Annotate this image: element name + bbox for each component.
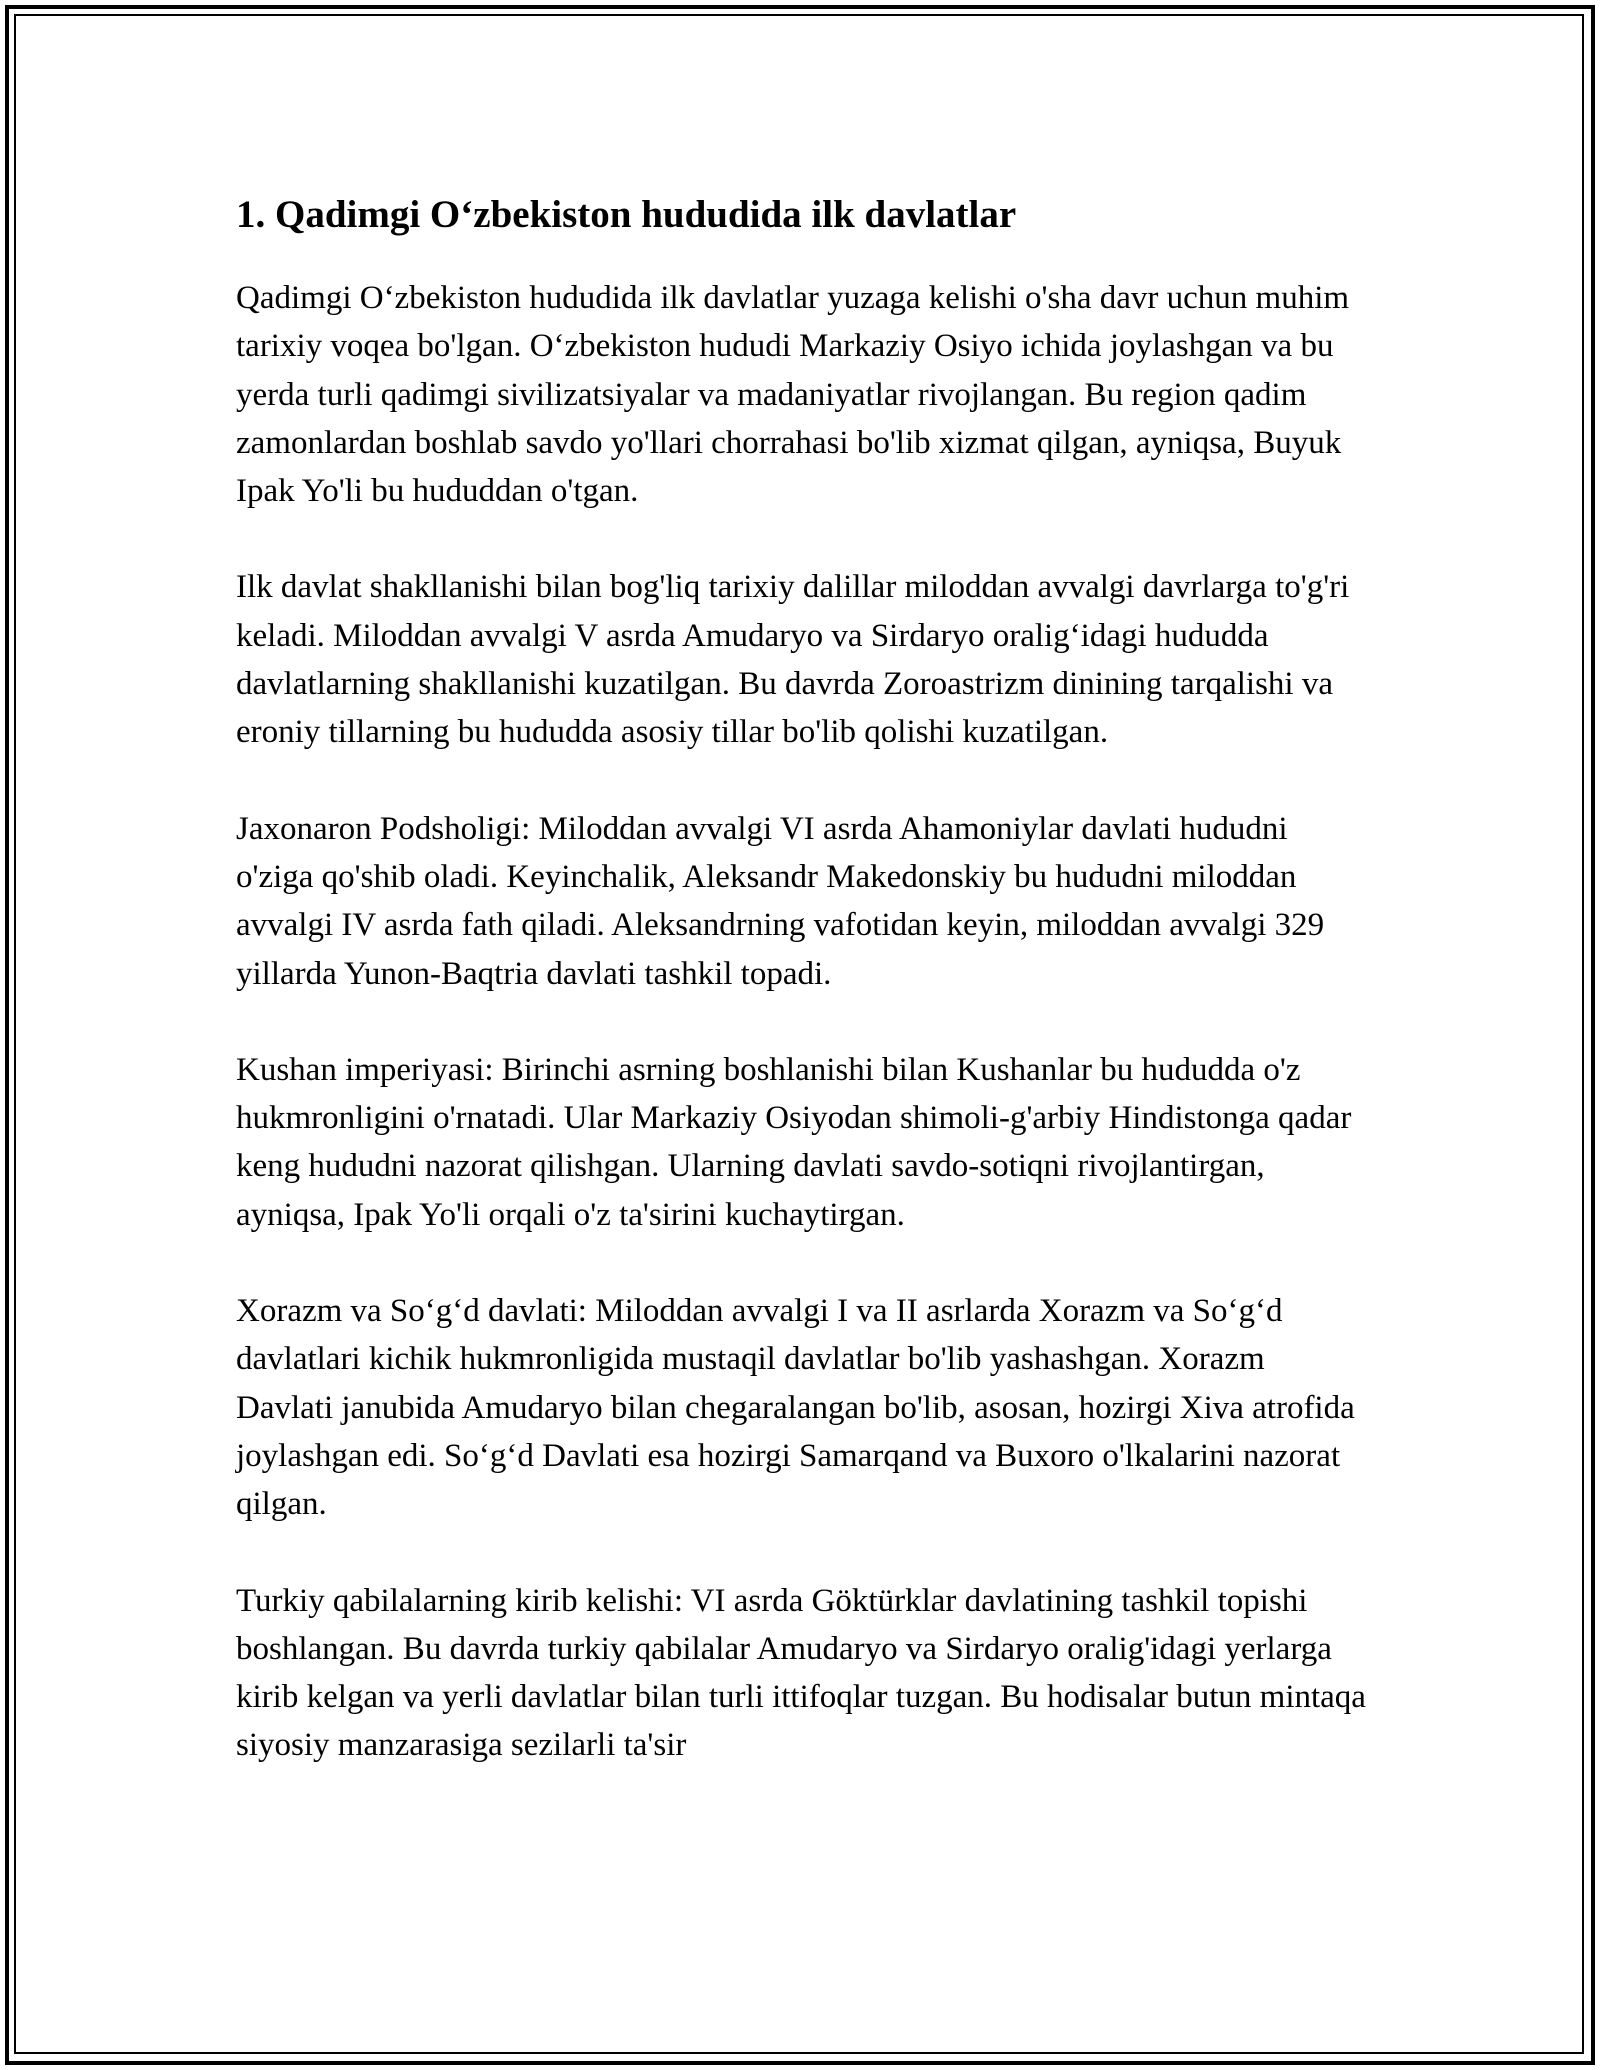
paragraph-achaemenid: Jaxonaron Podsholigi: Miloddan avvalgi VI asrda Ahamoniylar davlati hududni o'ziga qo'shib oladi. Keyinchalik, Aleksandr Makedonskiy bu hududni miloddan avvalgi IV asrda fath qiladi. Aleksandrning vafotidan keyin, miloddan avvalgi 329 yillarda Yunon-Baqtria davlati tashkil topadi.	[236, 810, 1325, 992]
paragraph-kushan: Kushan imperiyasi: Birinchi asrning boshlanishi bilan Kushanlar bu hududda o'z hukmronligini o'rnatadi. Ular Markaziy Osiyodan shimoli-g'arbiy Hindistonga qadar keng hududni nazorat qilishgan. Ularning davlati savdo-sotiqni rivojlantirgan, ayniqsa, Ipak Yo'li orqali o'z ta'sirini kuchaytirgan.	[236, 1051, 1352, 1233]
paragraph-first-states: Ilk davlat shakllanishi bilan bog'liq tarixiy dalillar miloddan avvalgi davrlarga to'g'ri keladi. Miloddan avvalgi V asrda Amudaryo va Sirdaryo oralig‘idagi hududda davlatlarning shakllanishi kuzatilgan. Bu davrda Zoroastrizm dinining tarqalishi va eroniy tillarning bu hududda asosiy tillar bo'lib qolishi kuzatilgan.	[236, 569, 1350, 751]
paragraph-intro: Qadimgi O‘zbekiston hududida ilk davlatlar yuzaga kelishi o'sha davr uchun muhim tarixiy voqea bo'lgan. O‘zbekiston hududi Markaziy Osiyo ichida joylashgan va bu yerda turli qadimgi sivilizatsiyalar va madaniyatlar rivojlangan. Bu region qadim zamonlardan boshlab savdo yo'llari chorrahasi bo'lib xizmat qilgan, ayniqsa, Buyuk Ipak Yo'li bu hududdan o'tgan.	[236, 280, 1350, 510]
section-heading: 1. Qadimgi O‘zbekiston hududida ilk davlatlar	[236, 193, 1017, 236]
paragraph-turkic-tribes: Turkiy qabilalarning kirib kelishi: VI asrda Göktürklar davlatining tashkil topishi boshlangan. Bu davrda turkiy qabilalar Amudaryo va Sirdaryo oralig'idagi yerlarga kirib kelgan va yerli davlatlar bilan turli ittifoqlar tuzgan. Bu hodisalar butun mintaqa siyosiy manzarasiga sezilarli ta'sir	[236, 1582, 1366, 1764]
paragraph-khorezm-sogd: Xorazm va So‘g‘d davlati: Miloddan avvalgi I va II asrlarda Xorazm va So‘g‘d davlatlari kichik hukmronligida mustaqil davlatlar bo'lib yashashgan. Xorazm Davlati janubida Amudaryo bilan chegaralangan bo'lib, asosan, hozirgi Xiva atrofida joylashgan edi. So‘g‘d Davlati esa hozirgi Samarqand va Buxoro o'lkalarini nazorat qilgan.	[236, 1293, 1355, 1523]
document-body	[236, 188, 1366, 1818]
